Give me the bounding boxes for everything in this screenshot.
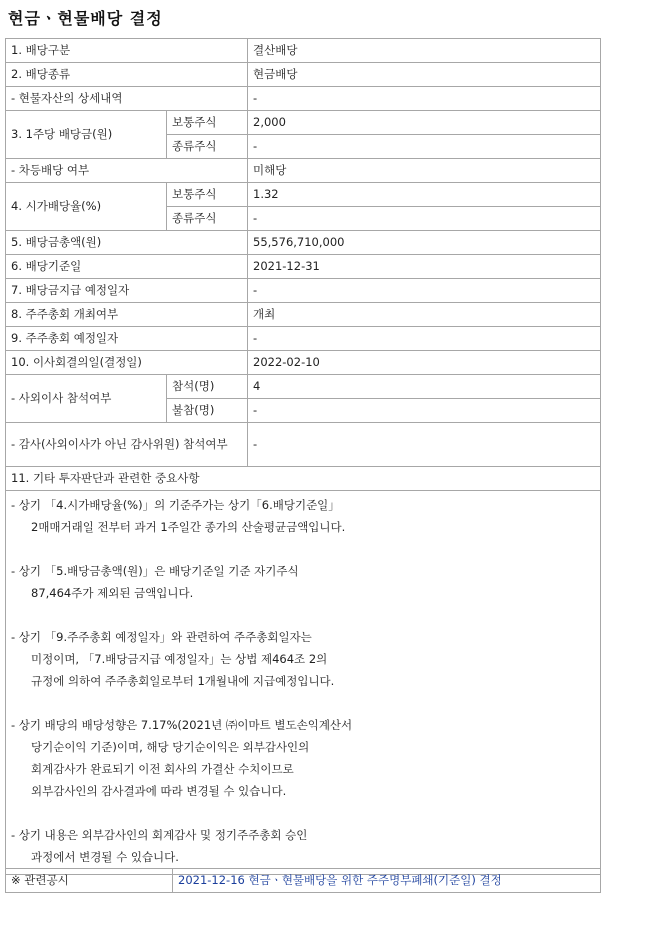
note-line: 외부감사인의 감사결과에 따라 변경될 수 있습니다.: [31, 784, 287, 798]
row-value: -: [248, 327, 601, 351]
notes-row: [6, 491, 601, 875]
notes-cell: [6, 491, 601, 875]
note-line: - 상기 내용은 외부감사인의 회계감사 및 정기주주총회 승인: [11, 828, 308, 842]
disclosure-table: [5, 38, 601, 875]
row-value: 4: [248, 375, 601, 399]
note-paragraph: [11, 494, 595, 538]
row-label: 2. 배당종류: [6, 63, 248, 87]
row-label: - 차등배당 여부: [6, 159, 248, 183]
note-line: 2매매거래일 전부터 과거 1주일간 종가의 산술평균금액입니다.: [31, 520, 346, 534]
row-label: 3. 1주당 배당금(원): [6, 111, 167, 159]
row-label: 7. 배당금지급 예정일자: [6, 279, 248, 303]
table-row: [6, 869, 601, 893]
note-line: - 상기 「5.배당금총액(원)」은 배당기준일 기준 자기주식: [11, 564, 299, 578]
row-value: -: [248, 87, 601, 111]
table-row: [6, 303, 601, 327]
note-line: 당기순이익 기준)이며, 해당 당기순이익은 외부감사인의: [31, 740, 310, 754]
table-row: [6, 87, 601, 111]
row-label: 10. 이사회결의일(결정일): [6, 351, 248, 375]
row-value: 2021-12-31: [248, 255, 601, 279]
row-value: -: [248, 135, 601, 159]
note-line: 회계감사가 완료되기 이전 회사의 가결산 수치이므로: [31, 762, 294, 776]
related-disclosure-table: [5, 868, 601, 893]
note-line: - 상기 「4.시가배당율(%)」의 기준주가는 상기「6.배당기준일」: [11, 498, 340, 512]
table-row: [6, 183, 601, 207]
row-label: 5. 배당금총액(원): [6, 231, 248, 255]
row-label: 6. 배당기준일: [6, 255, 248, 279]
note-line: 과정에서 변경될 수 있습니다.: [31, 850, 179, 864]
row-label: 4. 시가배당율(%): [6, 183, 167, 231]
table-row: [6, 467, 601, 491]
row-label: 1. 배당구분: [6, 39, 248, 63]
row-label: 8. 주주총회 개최여부: [6, 303, 248, 327]
row-value: 결산배당: [248, 39, 601, 63]
row-value: -: [248, 423, 601, 467]
table-row: [6, 327, 601, 351]
row-label: - 현물자산의 상세내역: [6, 87, 248, 111]
table-row: [6, 423, 601, 467]
row-sublabel: 종류주식: [167, 135, 248, 159]
note-line: 규정에 의하여 주주총회일로부터 1개월내에 지급예정입니다.: [31, 674, 335, 688]
row-sublabel: 보통주식: [167, 111, 248, 135]
row-sublabel: 보통주식: [167, 183, 248, 207]
section-heading: 11. 기타 투자판단과 관련한 중요사항: [6, 467, 601, 491]
row-label: 9. 주주총회 예정일자: [6, 327, 248, 351]
table-row: [6, 351, 601, 375]
note-line: - 상기 배당의 배당성향은 7.17%(2021년 ㈜이마트 별도손익계산서: [11, 718, 353, 732]
table-row: [6, 39, 601, 63]
note-line: 87,464주가 제외된 금액입니다.: [31, 586, 194, 600]
row-label: - 사외이사 참석여부: [6, 375, 167, 423]
row-value: 미해당: [248, 159, 601, 183]
note-line: 미정이며, 「7.배당금지급 예정일자」는 상법 제464조 2의: [31, 652, 328, 666]
row-value: 개최: [248, 303, 601, 327]
table-row: [6, 375, 601, 399]
table-row: [6, 231, 601, 255]
row-value: 55,576,710,000: [248, 231, 601, 255]
note-line: - 상기 「9.주주총회 예정일자」와 관련하여 주주총회일자는: [11, 630, 312, 644]
table-row: [6, 255, 601, 279]
note-paragraph: [11, 626, 595, 692]
note-paragraph: [11, 824, 595, 868]
row-label: - 감사(사외이사가 아닌 감사위원) 참석여부: [6, 423, 248, 467]
row-sublabel: 참석(명): [167, 375, 248, 399]
table-row: [6, 111, 601, 135]
related-label: ※ 관련공시: [6, 869, 173, 893]
row-value: 2,000: [248, 111, 601, 135]
row-value: -: [248, 399, 601, 423]
row-value: 1.32: [248, 183, 601, 207]
row-value: -: [248, 279, 601, 303]
row-value: 현금배당: [248, 63, 601, 87]
related-disclosure-link[interactable]: 2021-12-16 현금ㆍ현물배당을 위한 주주명부폐쇄(기준일) 결정: [173, 869, 601, 893]
page-title: 현금ㆍ현물배당 결정: [8, 9, 163, 28]
row-sublabel: 종류주식: [167, 207, 248, 231]
row-value: 2022-02-10: [248, 351, 601, 375]
table-row: [6, 63, 601, 87]
note-paragraph: [11, 714, 595, 802]
row-value: -: [248, 207, 601, 231]
table-row: [6, 159, 601, 183]
table-row: [6, 279, 601, 303]
note-paragraph: [11, 560, 595, 604]
row-sublabel: 불참(명): [167, 399, 248, 423]
